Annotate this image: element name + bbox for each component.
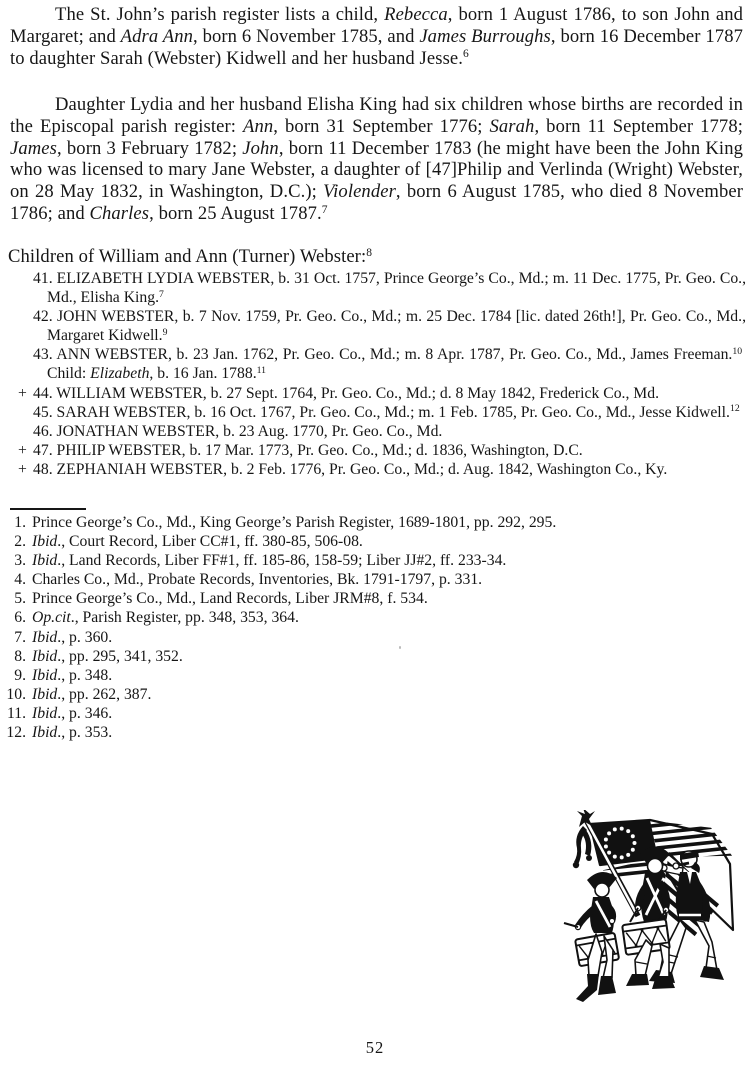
footnote-number: 2.: [14, 533, 26, 551]
footnote: [0, 608, 745, 627]
entry-text: JONATHAN WEBSTER, b. 23 Aug. 1770, Pr. Geo. Co., Md.: [56, 422, 443, 440]
drummer-boy-figure: [564, 872, 619, 1002]
child-entry: [0, 441, 746, 460]
footnote-text: Ibid., p. 348.: [32, 666, 113, 684]
footnote: [0, 513, 745, 532]
entry-number: 46.: [33, 422, 53, 440]
entry-text: WILLIAM WEBSTER, b. 27 Sept. 1764, Pr. Geo. Co., Md.; d. 8 May 1842, Frederick Co., Md.: [56, 384, 660, 402]
footnote-number: 5.: [14, 590, 26, 608]
footnotes-list: [0, 513, 745, 742]
footnote: [0, 666, 745, 685]
spirit-of-76-illustration: [552, 810, 748, 1020]
entry-text: ELIZABETH LYDIA WEBSTER, b. 31 Oct. 1757, Prince George’s Co., Md.; m. 11 Dec. 1775, Pr. Geo. Co., Md., Elisha King.$^7$: [47, 270, 747, 307]
entry-number: 44.: [33, 384, 53, 402]
child-entry: [0, 422, 746, 441]
entry-text: JOHN WEBSTER, b. 7 Nov. 1759, Pr. Geo. Co., Md.; m. 25 Dec. 1784 [lic. dated 26th!], Pr. Geo. Co., Md., Margaret Kidwell.$^9$: [47, 308, 746, 345]
entry-text: PHILIP WEBSTER, b. 17 Mar. 1773, Pr. Geo. Co., Md.; d. 1836, Washington, D.C.: [56, 441, 583, 459]
footnote-text: Ibid., p. 346.: [32, 704, 113, 722]
footnote-number: 3.: [14, 552, 26, 570]
entry-plus-marker: +: [18, 384, 27, 402]
footnote: [0, 647, 745, 666]
entry-text: SARAH WEBSTER, b. 16 Oct. 1767, Pr. Geo. Co., Md.; m. 1 Feb. 1785, Pr. Geo. Co., Md., Jesse Kidwell.$^{12}$: [56, 403, 740, 421]
footnote-number: 4.: [14, 571, 26, 589]
footnote: [0, 532, 745, 551]
child-entry: [0, 460, 746, 479]
footnote-text: Op.cit., Parish Register, pp. 348, 353, 364.: [32, 609, 299, 627]
footnote-text: Prince George’s Co., Md., King George’s Parish Register, 1689-1801, pp. 292, 295.: [32, 514, 557, 531]
footnote-number: 6.: [14, 609, 26, 627]
footnote-number: 10.: [6, 685, 26, 703]
child-entry: [0, 307, 746, 345]
entry-number: 48.: [33, 460, 53, 478]
footnote: [0, 704, 745, 723]
child-entry: [0, 345, 746, 383]
footnote-divider: [10, 508, 86, 510]
children-list: [0, 269, 746, 479]
footnote-text: Ibid., pp. 262, 387.: [32, 685, 152, 703]
entry-number: 43.: [33, 346, 53, 364]
footnote-text: Ibid., p. 360.: [32, 628, 113, 646]
page-number: 52: [365, 1038, 385, 1057]
footnote-number: 12.: [6, 724, 26, 742]
child-entry: [0, 269, 746, 307]
entry-number: 45.: [33, 403, 53, 421]
entry-number: 47.: [33, 441, 53, 459]
footnote-number: 1.: [14, 514, 26, 531]
entry-number: 41.: [33, 270, 53, 287]
child-entry: [0, 403, 746, 422]
children-section-heading: Children of William and Ann (Turner) Webster:$^8$: [8, 246, 373, 267]
footnote: [0, 628, 745, 647]
entry-number: 42.: [33, 308, 53, 326]
scan-speck: [399, 646, 401, 649]
paragraph-st-johns-register: The St. John’s parish register lists a child, Rebecca, born 1 August 1786, to son John and Margaret; and Adra Ann, born 6 November 1785, and James Burroughs, born 16 December 1787 to daughter Sarah (Webster) Kidwell and her husband Jesse.$^6$: [10, 4, 743, 69]
footnote: [0, 570, 745, 589]
entry-plus-marker: +: [18, 441, 27, 459]
footnote-number: 7.: [14, 628, 26, 646]
footnote: [0, 551, 745, 570]
footnote-text: Ibid., Land Records, Liber FF#1, ff. 185-86, 158-59; Liber JJ#2, ff. 233-34.: [32, 552, 507, 570]
footnote-text: Ibid., Court Record, Liber CC#1, ff. 380-85, 506-08.: [32, 533, 363, 551]
entry-text: ANN WEBSTER, b. 23 Jan. 1762, Pr. Geo. Co., Md.; m. 8 Apr. 1787, Pr. Geo. Co., Md., James Freeman.$^{10}$ Child: Elizabeth, b. 16 Jan. 1788.11: [47, 346, 746, 383]
footnote-number: 8.: [14, 647, 26, 665]
footnote-number: 11.: [6, 704, 26, 722]
entry-plus-marker: +: [18, 460, 27, 478]
footnote-text: Prince George’s Co., Md., Land Records, Liber JRM#8, f. 534.: [32, 590, 428, 608]
entry-text: ZEPHANIAH WEBSTER, b. 2 Feb. 1776, Pr. Geo. Co., Md.; d. Aug. 1842, Washington Co., Ky.: [56, 460, 668, 478]
footnote-number: 9.: [14, 666, 26, 684]
footnote: [0, 589, 745, 608]
footnote-text: Ibid., p. 353.: [32, 724, 113, 742]
footnote: [0, 723, 745, 742]
footnote-text: Charles Co., Md., Probate Records, Inventories, Bk. 1791-1797, p. 331.: [32, 571, 483, 589]
paragraph-lydia-king-children: Daughter Lydia and her husband Elisha King had six children whose births are recorded in the Episcopal parish register: Ann, born 31 September 1776; Sarah, born 11 September 1778; James, born 3 February 1782; John, born 11 December 1783 (he might have been the John King who was licensed to mary Jane Webster, a daughter of [47]Philip and Verlinda (Wright) Webster, on 28 May 1832, in Washington, D.C.); Violender, born 6 August 1785, who died 8 November 1786; and Charles, born 25 August 1787.$^7$: [10, 94, 744, 224]
child-entry: [0, 384, 746, 403]
footnote-text: Ibid., pp. 295, 341, 352.: [32, 647, 183, 665]
footnote: [0, 685, 745, 704]
